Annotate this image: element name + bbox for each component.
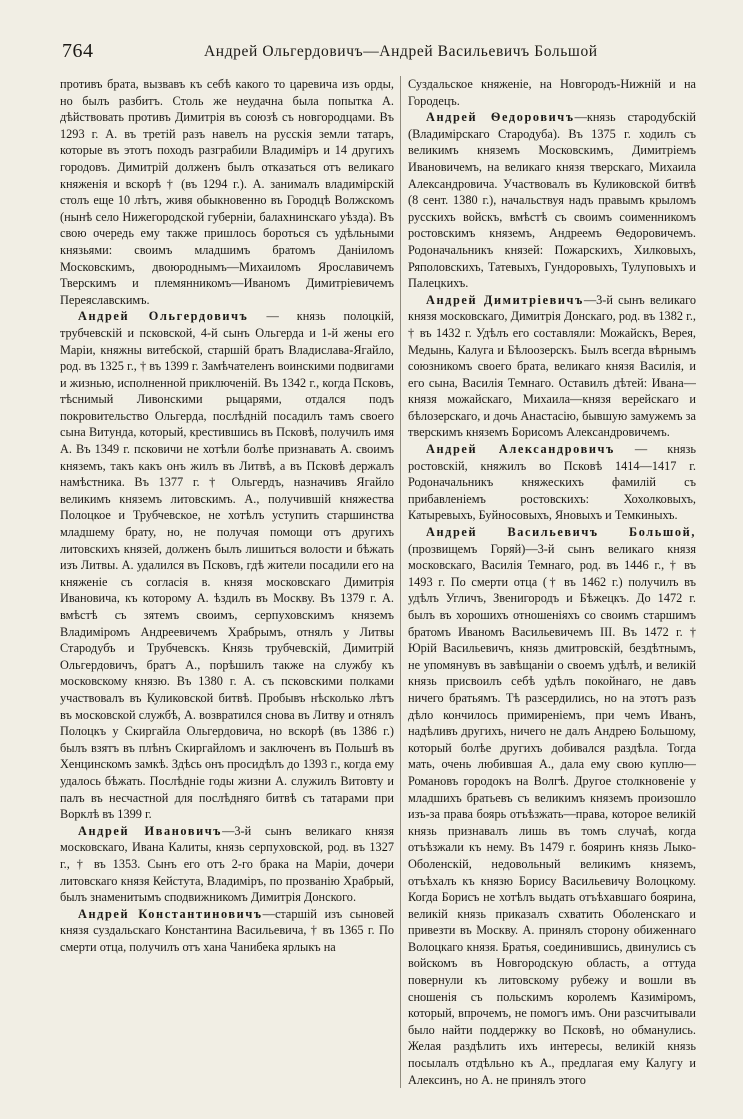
- right-column: [408, 76, 696, 1096]
- entry-andrey-aleksandrovich: [408, 441, 696, 524]
- entry-headword: Андрей Ивановичъ: [78, 823, 223, 838]
- continuation-text: Суздальское княженіе, на Новгородъ-Нижній и на Городецъ.: [408, 77, 696, 108]
- entry-headword: Андрей Димитріевичъ: [426, 292, 584, 307]
- entry-andrey-vasilievich-bolshoy: [408, 524, 696, 1088]
- page-number: 764: [62, 40, 94, 62]
- entry-headword: Андрей Ѳедоровичъ: [426, 110, 575, 125]
- continuation-text: противъ брата, вызвавъ къ себѣ какого то царевича изъ орды, но былъ разбитъ. Столь же неудачна была попытка А. дѣйствовать противъ Димитрія въ союзѣ съ новгородцами. Въ 1293 г. А. въ третій разъ навелъ на русскія земли татаръ, которые въ этотъ походъ разграбили Владиміръ и 14 другихъ городовъ. Димитрій долженъ былъ отказаться отъ великаго княженія и вскорѣ † (въ 1294 г.). А. занималъ владимірскій столъ еще 10 лѣтъ, живя обыкновенно въ Городцѣ Волжскомъ (нынѣ село Нижегородской губерніи, балахнинскаго уѣзда). Въ свою очередь ему также пришлось бороться съ удѣльными князьями: своимъ младшимъ братомъ Даніиломъ Московскимъ, двоюроднымъ—Михаиломъ Ярославичемъ Тверскимъ и племянникомъ—Иваномъ Димитріевичемъ Переяславскимъ.: [60, 77, 394, 307]
- entry-headword: Андрей Ольгердовичъ: [78, 309, 249, 324]
- running-head: Андрей Ольгердовичъ—Андрей Васильевичъ Большой: [204, 43, 598, 60]
- page-header: [62, 40, 692, 70]
- entry-andrey-olgerdovich: [60, 308, 394, 822]
- entry-text: (прозвищемъ Горяй)—3-й сынъ великаго князя московскаго, Василія Темнаго, род. въ 1446 г., † въ 1493 г. По смерти отца († въ 1462 г.) получилъ въ удѣлъ Угличъ, Звенигородъ и Бѣжецкъ. До 1472 г. былъ въ хорошихъ отношеніяхъ со своимъ старшимъ братомъ Иваномъ Васильевичемъ III. Въ 1472 г. † Юрій Васильевичъ, князь дмитровскій, бездѣтнымъ, не упомянувъ въ завѣщаніи о своемъ удѣлѣ, и великій князь присвоилъ себѣ удѣлъ покойнаго, не давъ ничего братьямъ. Тѣ разсердились, но на этотъ разъ дѣло кончилось примиреніемъ, при чемъ Иванъ, надѣливъ другихъ, ничего не далъ Андрею Большому, который болѣе другихъ добивался раздѣла. Тогда мать, очень любившая А., дала ему свою куплю—Романовъ городокъ на Волгѣ. Другое столкновеніе у младшихъ братьевъ съ великимъ княземъ произошло изъ-за права боярь отъѣзжать—права, которое великій князь признавалъ лишь въ томъ случаѣ, когда отъѣзжали къ нему. Въ 1479 г. бояринъ князь Лыко-Оболенскій, недовольный великимъ княземъ, отъѣхалъ къ князю Борису Васильевичу Волоцкому. Когда Борисъ не хотѣлъ выдать отъѣхавшаго боярина, великій князь приказалъ схватить Оболенскаго и привезти въ Москву. А. принялъ сторону обиженнаго Волоцкаго князя. Братья, соединившись, двинулись съ войскомъ въ Новгородскую область, а оттуда повернули къ литовскому рубежу и вошли въ сношенія съ польскимъ королемъ Казиміромъ, который, впрочемъ, не помогъ имъ. Они разсчитывали было найти поддержку во Псковѣ, но обманулись. Желая раздѣлить ихъ интересы, великій князь посылалъ отдѣльно къ А., предлагая ему Калугу и Алексинъ, но А. не принялъ этого: [408, 541, 696, 1087]
- entry-text: — князь ростовскій, княжилъ во Псковѣ 1414—1417 г. Родоначальникъ княжескихъ фамилій съ прибавленіемъ ростовскихъ: Хохолковыхъ, Катыревыхъ, Буйносовыхъ, Яновыхъ и Темкиныхъ.: [408, 442, 696, 523]
- entry-andrey-ivanovich: [60, 823, 394, 906]
- entry-headword: Андрей Константиновичъ: [78, 906, 263, 921]
- entry-andrey-konstantinovich: [60, 906, 394, 956]
- entry-andrey-fedorovich: [408, 109, 696, 292]
- entry-andrey-dimitrievich: [408, 292, 696, 441]
- entry-text: —старшій изъ сыновей князя суздальскаго Константина Васильевича, † въ 1365 г. По смерти отца, получилъ отъ хана Чанибека ярлыкъ на: [60, 906, 394, 954]
- entry-text: —князь стародубскій (Владимірскаго Стародуба). Въ 1375 г. ходилъ съ великимъ княземъ Московскимъ, Димитріемъ Ивановичемъ, на великаго князя тверскаго, Михаила Александровича. Участвовалъ въ Куликовской битвѣ (8 сент. 1380 г.), начальствуя надъ правымъ крыломъ русскихъ войскъ, вмѣстѣ съ своимъ соименникомъ ростовскимъ княземъ, Андреемъ Ѳедоровичемъ. Родоначальникъ князей: Пожарскихъ, Хилковыхъ, Ряполовскихъ, Татевыхъ, Гундоровыхъ, Тулуповыхъ и Палецкихъ.: [408, 110, 696, 291]
- entry-text: — князь полоцкій, трубчевскій и псковской, 4-й сынъ Ольгерда и 1-й жены его Маріи, княжны витебской, старшій братъ Владислава-Ягайло, род. въ 1325 г., † въ 1399 г. Замѣчателенъ воинскими подвигами и жизнью, исполненной приключеній. Въ 1342 г., когда Псковъ, тѣснимый Ливонскими рыцарями, отдался подъ покровительство Ольгерда, послѣдній посадилъ тамъ своего сына Витунда, который, крестившись въ Псковѣ, получилъ имя А. Въ 1349 г. псковичи не хотѣли болѣе признавать А. своимъ княземъ, такъ какъ онъ жилъ въ Литвѣ, а въ Псковѣ держалъ намѣстника. Въ 1377 г. † Ольгердъ, назначивъ Ягайло великимъ княземъ литовскимъ. А., получившій княжества Полоцкое и Трубчевское, не хотѣлъ уступить старшинства младшему брату, но, не получая помощи отъ другихъ литовскихъ князей, долженъ былъ лишиться волости и бѣжать изъ Литвы. А. удалился въ Псковъ, гдѣ жители посадили его на княженіе съ согласія в. князя московскаго Димитрія Ивановича, къ которому А. ѣздилъ въ Москву. Въ 1379 г. А. вмѣстѣ съ зятемъ своимъ, серпуховскимъ княземъ Владиміромъ Андреевичемъ Храбрымъ, отнялъ у Литвы Стародубъ и Трубчевскъ. Князь трубчевскій, Димитрій Ольгердовичъ, братъ А., порѣшилъ также на службу къ московскому князю. Въ 1380 г. А. съ псковскими полками участвовалъ въ Куликовской битвѣ. Пробывъ нѣсколько лѣтъ въ московской службѣ, А. возвратился снова въ Литву и отнялъ Полоцкъ у Скиргайла Ольгердовича, но вскорѣ (въ 1386 г.) былъ взятъ въ плѣнъ Скиргайломъ и заключенъ въ Польшѣ въ Хенцинскомъ замкѣ. Здѣсь онъ просидѣлъ до 1393 г., когда ему удалось бѣжать. Послѣдніе годы жизни А. служилъ Витовту и палъ въ несчастной для послѣдняго битвѣ съ татарами при Ворклѣ въ 1399 г.: [60, 309, 394, 822]
- left-column: [60, 76, 394, 1096]
- entry-headword: Андрей Васильевичъ Большой,: [426, 525, 696, 540]
- entry-headword: Андрей Александровичъ: [426, 442, 615, 457]
- entry-text: —3-й сынъ великаго князя московскаго, Димитрія Донскаго, род. въ 1382 г., † въ 1432 г. Удѣлъ его составляли: Можайскъ, Верея, Медынь, Калуга и Бѣлоозерскъ. Былъ всегда вѣрнымъ союзникомъ своего брата, великаго князя Василія, и его сына, Василія Темнаго. Оставилъ дѣтей: Ивана—князя можайскаго, Михаила—князя верейскаго и бѣлозерскаго, и дочь Анастасію, бывшую замужемъ за тверскимъ княземъ Борисомъ Александровичемъ.: [408, 292, 696, 440]
- column-divider: [400, 76, 401, 1088]
- entry-text: —3-й сынъ великаго князя московскаго, Ивана Калиты, князь серпуховской, род. въ 1327 г., † въ 1353. Сынъ его отъ 2-го брака на Маріи, дочери литовскаго князя Кейстута, Владиміръ, по прозванію Храбрый, былъ знаменитымъ сподвижникомъ Димитрія Донского.: [60, 823, 394, 905]
